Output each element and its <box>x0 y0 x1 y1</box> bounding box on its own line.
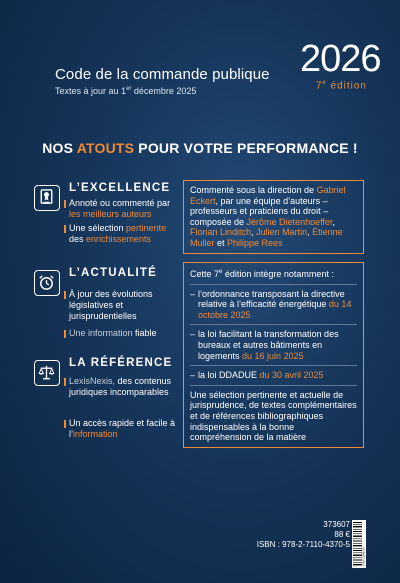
excellence-point-2: Une sélection pertinente des enrichissements <box>69 223 177 245</box>
section-title-excellence: L’EXCELLENCE <box>69 182 171 194</box>
slogan-heading: NOS ATOUTS POUR VOTRE PERFORMANCE ! <box>42 140 358 156</box>
edition-closing-text: Une sélection pertinente et actuelle de jurisprudence, de textes complémentaires et de références bibliographiques indispensables à la bonne compréhension de la matière <box>190 389 357 443</box>
edition-number: 7e édition <box>315 80 367 92</box>
section-title-reference: LA RÉFÉRENCE <box>69 357 173 369</box>
isbn: ISBN : 978-2-7110-4370-5 <box>256 540 350 549</box>
product-codes <box>257 520 350 550</box>
section-title-actualite: L’ACTUALITÉ <box>69 267 157 279</box>
divider <box>190 385 357 386</box>
ean-number: 9782711043705 <box>362 547 366 566</box>
edition-item-1: – l’ordonnance transposant la directive relative à l’efficacité énergétique du 14 octobre 2025 <box>190 289 357 321</box>
book-title: Code de la commande publique <box>55 66 270 83</box>
price: 88 € <box>334 530 350 539</box>
excellence-point-1: Annoté ou commenté par les meilleurs auteurs <box>69 198 177 220</box>
reference-point-1: LexisNexis, des contenus juridiques incomparables <box>69 376 177 398</box>
authors-text: Commenté sous la direction de Gabriel Eckert, par une équipe d’auteurs – professeurs et praticiens du droit – composée de Jérôme Dietenhoeffer, Florian Linditch, Julien Martin, Étienne Muller et Philippe Rees <box>190 185 346 248</box>
divider <box>190 324 357 325</box>
divider <box>190 365 357 366</box>
award-certificate-icon <box>34 185 60 211</box>
authors-box <box>183 180 364 254</box>
book-subtitle: Textes à jour au 1er décembre 2025 <box>55 86 197 96</box>
reference-code: 373607 <box>323 520 350 529</box>
edition-intro: Cette 7e édition intègre notamment : <box>190 269 334 279</box>
reference-point-2: Un accès rapide et facile à l’information <box>69 418 176 439</box>
actualite-point-1: À jour des évolutions législatives et jurisprudentielles <box>69 289 177 322</box>
scales-of-justice-icon <box>34 360 60 386</box>
divider <box>190 284 357 285</box>
edition-item-3: – la loi DDADUE du 30 avril 2025 <box>190 370 357 381</box>
edition-year: 2026 <box>300 38 381 80</box>
alarm-clock-icon <box>34 270 60 296</box>
edition-item-2: – la loi facilitant la transformation des bureaux et autres bâtiments en logements du 16 juin 2025 <box>190 329 357 361</box>
actualite-point-2: Une information fiable <box>69 328 177 339</box>
barcode-icon <box>352 520 366 568</box>
edition-contents-box <box>183 262 364 448</box>
